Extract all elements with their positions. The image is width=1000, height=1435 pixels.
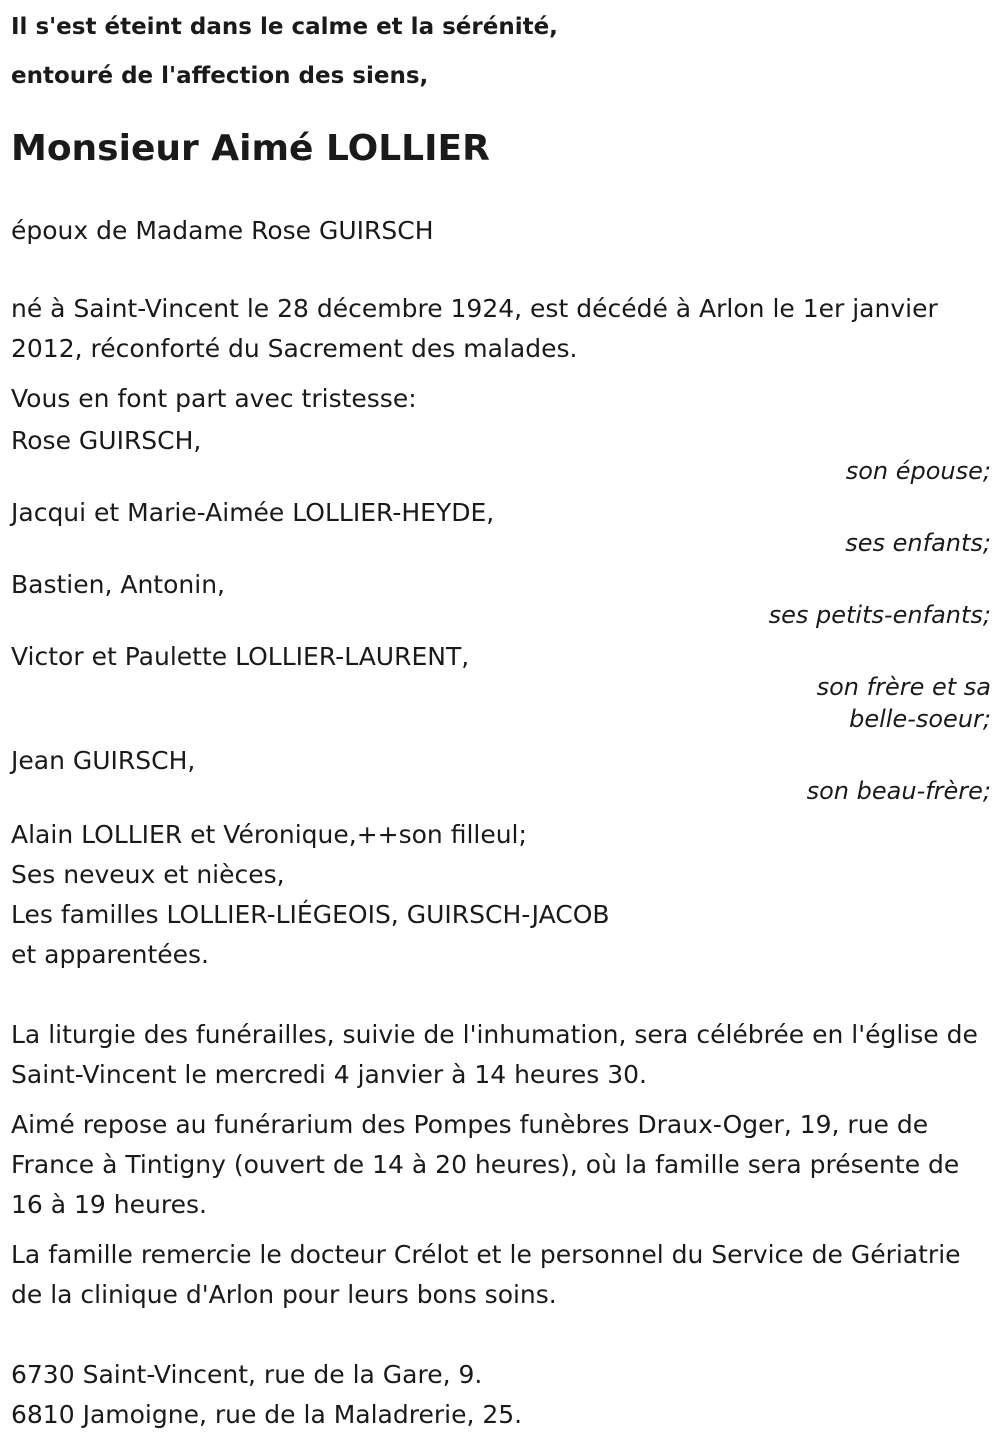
deceased-name: Monsieur Aimé LOLLIER [11,128,490,169]
family-member-role: son beau-frère; [806,777,991,805]
birth-death-text: né à Saint-Vincent le 28 décembre 1924, est décédé à Arlon le 1er janvier 2012, réconforté du Sacrement des malades. [11,294,938,363]
family-member-name: Victor et Paulette LOLLIER-LAURENT, [11,642,470,671]
obituary-notice [11,0,991,1435]
extra-line: et apparentées. [11,940,209,969]
family-member-role: ses petits-enfants; [768,601,991,629]
extra-line: Ses neveux et nièces, [11,860,285,889]
intro-text [11,0,991,101]
intro-line-2: entouré de l'affection des siens, [11,63,429,89]
family-member-role: son frère et sa belle-soeur; [816,673,991,733]
family-member-name: Jacqui et Marie-Aimée LOLLIER-HEYDE, [11,498,495,527]
family-member-role: son épouse; [845,457,991,485]
announce-text: Vous en font part avec tristesse: [11,384,417,413]
liturgy-text: La liturgie des funérailles, suivie de l'inhumation, sera célébrée en l'église de Saint-Vincent le mercredi 4 janvier à 14 heures 30. [11,1020,978,1089]
address-line: 6730 Saint-Vincent, rue de la Gare, 9. [11,1360,483,1389]
spouse-line: époux de Madame Rose GUIRSCH [11,216,434,245]
address-line: 6810 Jamoigne, rue de la Maladrerie, 25. [11,1400,523,1429]
family-member-role: ses enfants; [845,529,991,557]
family-list [11,425,991,807]
thanks-text: La famille remercie le docteur Crélot et le personnel du Service de Gériatrie de la clinique d'Arlon pour leurs bons soins. [11,1240,961,1309]
repose-text: Aimé repose au funérarium des Pompes funèbres Draux-Oger, 19, rue de France à Tintigny (ouvert de 14 à 20 heures), où la famille sera présente de 16 à 19 heures. [11,1110,960,1219]
address-block [11,1355,991,1435]
extra-line: Alain LOLLIER et Véronique,++son filleul; [11,820,527,849]
extra-family-lines [11,815,991,975]
family-member-name: Jean GUIRSCH, [11,746,196,775]
family-member-name: Bastien, Antonin, [11,570,225,599]
intro-line-1: Il s'est éteint dans le calme et la sérénité, [11,14,558,40]
extra-line: Les familles LOLLIER-LIÉGEOIS, GUIRSCH-JACOB [11,900,610,929]
family-member-name: Rose GUIRSCH, [11,426,202,455]
